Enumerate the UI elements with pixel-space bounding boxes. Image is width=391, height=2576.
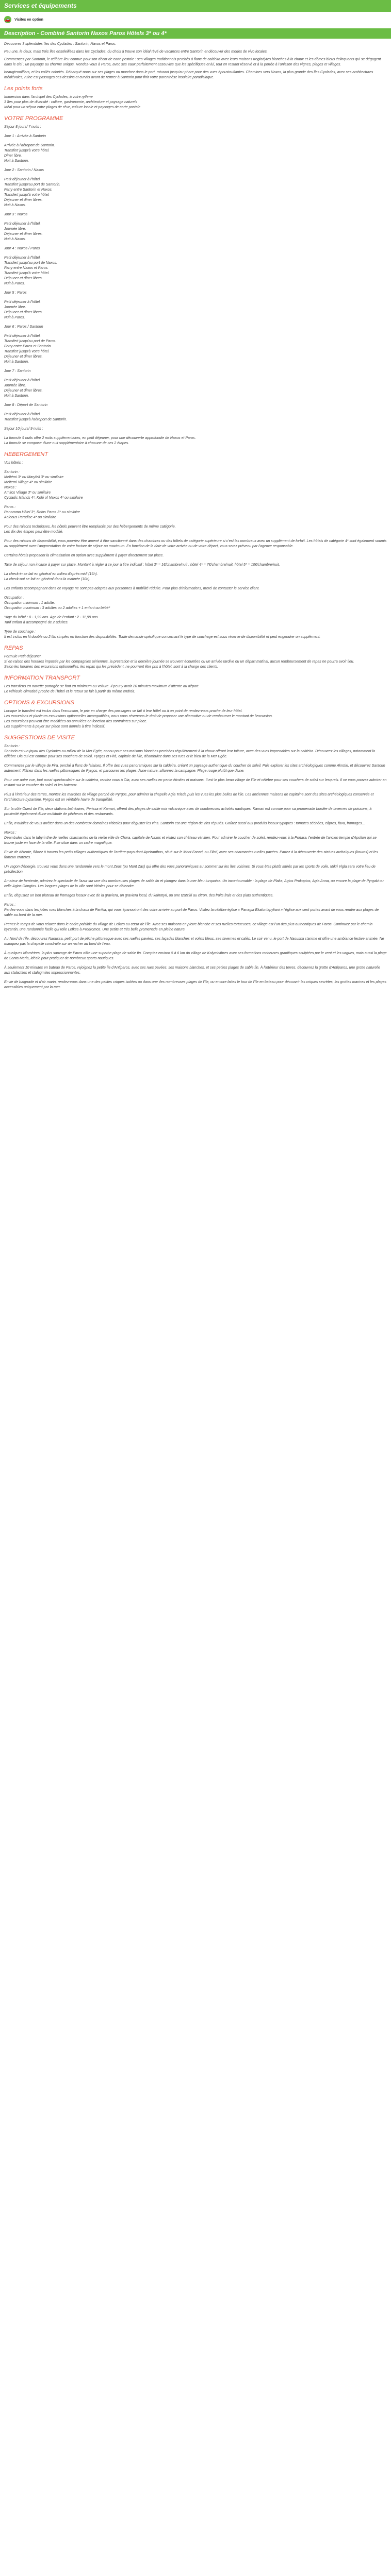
text-line: Journée libre. bbox=[4, 384, 26, 387]
text-line: Nuit à Naxos. bbox=[4, 238, 26, 241]
content bbox=[0, 39, 391, 997]
text-block bbox=[4, 539, 387, 549]
text-block bbox=[4, 256, 387, 286]
text-line: Occupation maximum : 3 adultes ou 2 adultes + 1 enfant ou bébé* bbox=[4, 606, 110, 610]
transport-blocks bbox=[4, 684, 387, 694]
text-block bbox=[4, 615, 387, 625]
text-block bbox=[4, 831, 387, 846]
intro-paragraph: beaugiennilfiers, et les voilés coloriés. Débarqué-nous sur ses plages ou marchez dans le port, roturant jusqu'au phare pour des vues époustouflantes. Chemines vers Naxos, la plus grande des îles Cyclades, avec ses architectures médiévales, ruine est passages ces dessins et curvits avant de rentrer à Santorin pour finir votre parenthèse insulaire paradisiaque. bbox=[4, 71, 373, 79]
text-block bbox=[4, 369, 387, 374]
text-block bbox=[4, 879, 387, 889]
text-line: Au Nord de l'île, découvrez Naoussa, petit port de pêche pittoresque avec ses ruelles pavées, ses façades blanches et volets bleus, ses tavernes et cafés. Le soir venu, le port de Naoussa s'anime et offre une ambiance festive animée. Ne manquez pas la chapelle construite sur un rocher au bord de l'eau. bbox=[4, 937, 384, 946]
text-block bbox=[4, 177, 387, 208]
text-line: Jour 8 : Départ de Santorin bbox=[4, 403, 48, 407]
text-line: Plus à l'intérieur des terres, montez les marches de village perché de Pyrgos, pour admirer la chapelle Agia Triada puis les vues les plus belles de l'île. Les anciennes maisons de capitaine sont des sites archéologiques conservés et l'architecture byzantine. Pyrgos est un véritable havre de tranquillité. bbox=[4, 793, 374, 802]
text-line: Ferry entre Santorin et Naxos. bbox=[4, 188, 53, 192]
text-line: Nuit à Paros. bbox=[4, 316, 25, 319]
text-block bbox=[4, 461, 387, 466]
visites-blocks bbox=[4, 744, 387, 990]
text-line: Transfert jusqu'à votre hôtel. bbox=[4, 350, 50, 353]
options-title: OPTIONS & EXCURSIONS bbox=[4, 700, 74, 706]
text-block bbox=[4, 212, 387, 217]
text-block bbox=[4, 524, 387, 535]
intro-paragraph: Peu une, le deux, mais trois îles ensoleillées dans les Cyclades, du choix à trouve son idéal rêvé de vacances entre Santorin et découvrir des modes de vivo locales. bbox=[4, 50, 268, 54]
text-line: Pour une autre vue, tout aussi spectaculaire sur la caldeira, rendez vous à Oia, avec ses ruelles en pente étroites et maisons. Il est le plus beau village de l'île et célèbre pour ses couchers de soleil sur lesquels. Il ne vous pouvez admirer en restant sur le coucher du soleil et les bateaux. bbox=[4, 778, 387, 787]
text-line: Santorin : bbox=[4, 744, 20, 748]
text-line: Transfert jusqu'à votre hôtel. bbox=[4, 272, 50, 275]
repas-title: REPAS bbox=[4, 645, 23, 651]
text-line: Journée libre. bbox=[4, 306, 26, 309]
text-line: Tarif enfant à accompagné de 2 adultes. bbox=[4, 621, 69, 624]
text-line: Transfert jusqu'au port de Santorin. bbox=[4, 183, 60, 187]
text-line: Nuit à Santorin. bbox=[4, 360, 29, 364]
text-block bbox=[4, 903, 387, 918]
text-line: Lorsque le transfert est inclus dans l'excursion, le prix en charge des passagers se fait à leur hôtel ou à un point de rendez-vous proche de leur hôtel. bbox=[4, 709, 243, 713]
text-block bbox=[4, 436, 387, 446]
amenity-label: Visites en option bbox=[14, 18, 43, 22]
text-block bbox=[4, 586, 387, 591]
text-line: Type de couchage : bbox=[4, 630, 36, 634]
text-block bbox=[4, 865, 387, 875]
text-line: Pour des raisons de disponibilité, vous pourriez être amené à être sanctionné dans des chambres ou des hôtels de catégorie supérieure si c'est les nombreux avec un supplément de forfait. Les hôtels de catégorie 4* sont également soumis au supplément avec l'augmentation de votre facture de séjour au maximum. En fonction de la date de votre arrivée ou de votre départ, vous serez prévenu par l'agence responsable. bbox=[4, 539, 387, 548]
text-line: Séjour 10 jours/ 9 nuits : bbox=[4, 427, 43, 431]
text-line: *Age du bébé : 0 - 1,99 ans. Age de l'enfant : 2 - 11,99 ans bbox=[4, 616, 98, 619]
text-block bbox=[4, 300, 387, 320]
text-line: Petit déjeuner à l'hôtel. bbox=[4, 178, 41, 181]
text-line: Taxe de séjour non incluse à payer sur place. Montant à régler à ce jour à titre indicatif : hôtel 3* = 1€/chambre/nuit ; hôtel 4* = 7€/chambre/nuit, hôtel 5* = 10€/chambre/nuit. bbox=[4, 563, 280, 567]
repas-blocks bbox=[4, 654, 387, 670]
description-title: Description - Combiné Santorin Naxos Paros Hôtels 3* ou 4* bbox=[4, 30, 167, 37]
text-block bbox=[4, 553, 387, 558]
program-subtitle-wrap bbox=[4, 125, 387, 130]
text-line: Les transferts en navette partagée se font en minimum au voiture. Il peut y avoir 20 minutes maximum d'attente au départ. bbox=[4, 685, 200, 688]
text-line: Petit déjeuner à l'hôtel. bbox=[4, 334, 41, 338]
text-line: Déjeuner et dîner libres. bbox=[4, 355, 43, 359]
text-line: Déambulez dans le labyrinthe de ruelles charmantes de la vieille ville de Chora, capitale de Naxos et visitez son château vénitien. Pour admirer le coucher de soleil, rendez-vous à la Portara, l'entrée de l'ancien temple d'Apollon qui se trouve juste en face de la ville. Il se situe dans un cadre magnifique. bbox=[4, 836, 377, 845]
text-block bbox=[4, 427, 387, 432]
services-title: Services et équipements bbox=[4, 2, 77, 9]
text-line: Occupation minimum : 1 adulte. bbox=[4, 601, 55, 605]
text-block bbox=[4, 792, 387, 803]
text-line: Le véhicule climatisé proche de l'hôtel et le retour se fait à partir du même endroit. bbox=[4, 690, 135, 693]
points-list bbox=[4, 95, 387, 110]
text-line: Un vagon d'énergie, trouvez vous dans une randonnée vers le mont Zeus (ou Mont Zas) qui offre des vues panoramiques au sommet sur les îles voisines. Si vous êtes plutôt attirés par les sports de voile, Mikri Vigla sera votre lieu de prédilection. bbox=[4, 865, 376, 874]
text-line: Envie de détente, flânez à travers les petits villages authentiques de l'arrière-pays dont Apeiranthos, situé sur le Mont Fanari, ou Filoti, avec ses charmantes ruelles pavées. Partez à la découverte des statues archaïques (kouros) et les fameux cratères. bbox=[4, 851, 378, 859]
program-blocks bbox=[4, 134, 387, 446]
text-line: Si en raison des horaires imposés par les compagnies aériennes, la prestation et la dernière journée se trouvent écourtées ou un arrivée tardive ou un départ matinal, aucun remboursement de repas ne pourra avoir lieu. bbox=[4, 660, 354, 664]
text-line: La formule se compose d'une nuit supplémentaire à chacune de ces 2 étapes. bbox=[4, 442, 129, 445]
text-line: Santorin est un joyau des Cyclades au milieu de la Mer Egée, connu pour ses maisons blanches perchées régulièrement à la chaux offrant leur toiture, avec des vues imprenables sur la caldeira. Découvrez les villages, notamment la célèbre Oia qui est connue pour ses couchers de soleil, Pyrgos et Firá, capitale de l'île, déambulez dans ses rues et le bleu de la Mer Egée. bbox=[4, 750, 376, 758]
point-item: Immersion dans l'archipel des Cyclades, à votre rythme bbox=[4, 95, 93, 99]
text-line: Occupation : bbox=[4, 596, 25, 600]
text-line: La check-out se fait en général dans la matinée (10h). bbox=[4, 578, 91, 581]
text-block bbox=[4, 764, 387, 774]
text-line: Déjeuner et dîner libres. bbox=[4, 277, 43, 280]
text-block bbox=[4, 807, 387, 817]
text-block bbox=[4, 596, 387, 611]
text-line: Meltemi Village 4* ou similaire bbox=[4, 481, 53, 484]
car-icon: 🚗 bbox=[5, 17, 11, 22]
text-line: Jour 3 : Naxos bbox=[4, 213, 28, 216]
options-blocks bbox=[4, 709, 387, 730]
text-line: Panorama Hôtel 3*, Rolos Paros 3* ou similaire bbox=[4, 511, 80, 514]
text-line: Transfert jusqu'à votre hôtel. bbox=[4, 149, 50, 152]
text-line: Les dix des étapes peut être modifié. bbox=[4, 530, 63, 534]
text-line: Enfin, n'oubliez de vous arrêter dans un des nombreux domaines viticoles pour déguster les vins. Santorin est une région de vins réputés. Goûtez aussi aux produits locaux typiques : tomates séchées, câpres, fava, fromages… bbox=[4, 822, 366, 825]
text-block bbox=[4, 778, 387, 788]
text-block bbox=[4, 403, 387, 408]
text-line: Petit déjeuner à l'hôtel. bbox=[4, 222, 41, 226]
text-line: Jour 1 : Arrivée à Santorin bbox=[4, 134, 46, 138]
text-line: Dîner libre. bbox=[4, 154, 22, 158]
text-block bbox=[4, 325, 387, 330]
text-line: Naxos : bbox=[4, 831, 17, 835]
text-line: Transfert jusqu'au port de Paros. bbox=[4, 340, 57, 343]
text-line: Petit déjeuner à l'hôtel. bbox=[4, 379, 41, 382]
point-item: Idéal pour un séjour entre plages de rêve, culture locale et paysages de carte postale bbox=[4, 106, 141, 109]
text-line: Les suppléments à payer sur place sont donnés à titre indicatif. bbox=[4, 725, 105, 728]
text-line: Vos hôtels : bbox=[4, 461, 23, 465]
text-block bbox=[4, 563, 387, 568]
text-block bbox=[4, 937, 387, 947]
text-block bbox=[4, 850, 387, 860]
text-line: Jour 6 : Paros / Santorin bbox=[4, 325, 43, 329]
text-line: Les excursions et plusieurs excursions optionnelles incompatibles, nous vous réservons le droit de proposer une alternative ou de rembourser le montant de l'excursion. bbox=[4, 715, 273, 718]
text-line: Jour 2 : Santorin / Naxos bbox=[4, 168, 44, 172]
intro-paragraph: Commencez par Santorin, le célèbre lieu connue pour son décor de carte postale : ses villages traditionnels perchés à flanc de caldeira avec leurs maisons troglodytes blanches à la chaux et les dômes bleus éclinquants qui se dégagent dans le ciel : un paysage au charme unique. Rendez-vous à Paros, avec ses eaux parfaitement assouvies que les spécifiques et lui, tout en restant réservé et à la portée à l'unisson des vignes, plages et villages. bbox=[4, 58, 381, 66]
text-line: À quelques kilomètres, la plus sauvage de Paros offre une superbe plage de sable fin. Comptez environ 5 à 6 km du village de Kolymbithres avec ses formations rocheuses granitiques sculptées par le vent et les vagues, mais aussi la plage de Santa Maria, idéale pour pratiquer de nombreux sports nautiques. bbox=[4, 952, 387, 960]
text-line: Les enfants accompagnant dans ce voyage ne sont pas adaptés aux personnes à mobilité réduite. Pour plus d'informations, merci de contacter le service client. bbox=[4, 587, 260, 590]
transport-title: INFORMATION TRANSPORT bbox=[4, 675, 80, 681]
text-line: Il est inclus en lit double ou 2 lits simples en fonction des disponibilités. Toute demande spécifique concernant le type de couchage est sous réserve de disponibilité et peut engendrer un supplément. bbox=[4, 635, 321, 639]
text-line: Petit déjeuner à l'hôtel. bbox=[4, 256, 41, 260]
text-line: Aeleous Paradise 4* ou similaire bbox=[4, 516, 56, 519]
text-block bbox=[4, 168, 387, 173]
text-block bbox=[4, 222, 387, 242]
text-line: Journée libre. bbox=[4, 227, 26, 231]
text-line: Déjeuner et dîner libres. bbox=[4, 198, 43, 202]
text-line: Nuit à Paros. bbox=[4, 282, 25, 285]
text-block bbox=[4, 378, 387, 399]
text-line: Enfin, dégustez un bon plateau de fromages locaux avec de la graviera, un graviera local, du kalnotyri, ou une tzatziki au citron, des fruits frais et des plats authentiques. bbox=[4, 894, 274, 897]
program-subtitle: Séjour 8 jours/ 7 nuits : bbox=[4, 125, 41, 129]
text-line: Petit déjeuner à l'hôtel. bbox=[4, 413, 41, 416]
text-line: Ferry entre Naxos et Paros. bbox=[4, 266, 48, 270]
text-block bbox=[4, 980, 387, 990]
text-line: Paros : bbox=[4, 505, 16, 509]
text-line: Transfert jusqu'à l'aéroport de Santorin. bbox=[4, 418, 67, 421]
text-line: Selon les horaires des excursions optionnelles, les repas qui les précèdent, ne pourront être pris à l'hôtel, sont à la charge des clients. bbox=[4, 665, 218, 669]
text-line: Paros : bbox=[4, 903, 16, 907]
text-block bbox=[4, 893, 387, 899]
text-line: Petit déjeuner à l'hôtel. bbox=[4, 300, 41, 304]
text-line: Nuit à Santorin. bbox=[4, 159, 29, 163]
hebergement-title: HEBERGEMENT bbox=[4, 451, 48, 457]
text-block bbox=[4, 134, 387, 139]
text-line: Nuit à Santorin. bbox=[4, 394, 29, 398]
text-line: Formule Petit-déjeuner. bbox=[4, 655, 42, 658]
visites-title: SUGGESTIONS DE VISITE bbox=[4, 735, 75, 741]
text-line: Pour des raisons techniques, les hôtels peuvent être remplacés par des hébergements de même catégorie. bbox=[4, 525, 176, 529]
text-line: Nuit à Naxos. bbox=[4, 204, 26, 207]
text-line: À seulement 10 minutes en bateau de Paros, rejoignez la petite île d'Antiparos, avec ses rues pavées, ses maisons blanches, et ses petites plages de sable fin. À l'intérieur des terres, découvrez la grotte d'Antiparos, une grotte naturelle aux stalactites et stalagmites impressionnantes. bbox=[4, 966, 380, 975]
text-line: Jour 7 : Santorin bbox=[4, 369, 31, 373]
text-line: Meltémi 3* ou Maryfell 3* ou similaire bbox=[4, 476, 64, 479]
text-line: Jour 5 : Paros bbox=[4, 291, 27, 295]
text-block bbox=[4, 951, 387, 961]
text-block bbox=[4, 505, 387, 520]
text-line: Transfert jusqu'au port de Naxos. bbox=[4, 261, 57, 265]
text-block bbox=[4, 821, 387, 826]
amenity-item bbox=[0, 12, 391, 27]
text-line: Sur la côte Ouest de l'île, deux stations balnéaires, Perissa et Kamari, offrent des plages de sable noir volcanique avec de nombreuses activités nautiques. Kamari est connue pour sa promenade bordée de tavernes de poissons, à proximité également d'une multitude de pêcheurs et des restaurants. bbox=[4, 807, 372, 816]
text-line: Les excursions peuvent être modifiées ou annulées en fonction des contraintes sur place. bbox=[4, 720, 148, 723]
text-block bbox=[4, 965, 387, 976]
description-header bbox=[0, 28, 391, 39]
text-line: Amitos Village 3* ou similaire bbox=[4, 491, 51, 495]
text-line: Jour 4 : Naxos / Paros bbox=[4, 247, 40, 250]
text-block bbox=[4, 744, 387, 759]
services-header bbox=[0, 0, 391, 12]
text-block bbox=[4, 922, 387, 933]
text-line: Certains hôtels proposent la climatisation en option avec supplément à payer directement sur place. bbox=[4, 554, 164, 557]
intro-section bbox=[4, 42, 387, 80]
text-block bbox=[4, 334, 387, 365]
text-block bbox=[4, 709, 387, 730]
text-line: La check-in se fait en général en milieu d'après-midi (16h). bbox=[4, 572, 98, 576]
text-block bbox=[4, 412, 387, 422]
intro-paragraph: Découvrez 3 splendides îles des Cyclades : Santorin, Naxos et Paros. bbox=[4, 42, 117, 46]
text-line: Santorin : bbox=[4, 470, 20, 474]
text-line: Déjeuner et dîner libres. bbox=[4, 389, 43, 393]
text-line: Envie de baignade et d'air marin, rendez-vous dans une des petites criques isolées ou dans une des nombreuses plages de l'île, ou encore faites le tour de l'île en bateau pour découvrir les criques secrètes, les grottes marines et les plages accessibles uniquement par la mer. bbox=[4, 980, 386, 989]
text-block bbox=[4, 654, 387, 670]
text-block bbox=[4, 470, 387, 501]
text-block bbox=[4, 572, 387, 582]
point-item: 3 îles pour plus de diversité : culture, gastronomie, architecture et paysage naturels bbox=[4, 100, 137, 104]
text-line: Déjeuner et dîner libres. bbox=[4, 232, 43, 236]
hebergement-blocks bbox=[4, 461, 387, 640]
text-block bbox=[4, 291, 387, 296]
text-line: Perdez-vous dans les jolies rues blanches à la chaux de Parikia, qui vous épanouiront des votre arrivée au port de Paros. Visitez la célèbre église « Panagia Ekatontapyliani » l'église aux cent portes avant de vous rendre aux plages de sable au bord de la mer. bbox=[4, 908, 379, 917]
points-title: Les points forts bbox=[4, 86, 43, 92]
text-line: Naxos : bbox=[4, 486, 17, 489]
text-line: Cycladic Islands 4*, Kohi of Naxos 4* ou similaire bbox=[4, 496, 83, 500]
text-line: Arrivée à l'aéroport de Santorin. bbox=[4, 144, 55, 147]
text-line: La formule 9 nuits offre 2 nuits supplémentaires, en petit déjeuner, pour une découverte approfondie de Naxos et Paros. bbox=[4, 436, 196, 440]
text-line: Prenez le temps de vous relaxer dans le cadre paisible du village de Lefkes au cœur de l'île. Avec ses maisons en pierre blanche et ses ruelles tortueuses, ce village est l'un des plus authentiques de Paros. Continuez par le chemin byzantin, une randonnée facile qui relie Lefkes à Prodromos. Une petite et très belle promenade en pleine nature. bbox=[4, 923, 372, 931]
text-block bbox=[4, 143, 387, 164]
text-line: Déjeuner et dîner libres. bbox=[4, 311, 43, 314]
text-block bbox=[4, 246, 387, 251]
text-line: Commencez par le village de Fira, perché à flanc de falaises. Il offre des vues panoramiques sur la caldeira, créant un paysage authentique du coucher de soleil. Puis explorer les sites archéologiques comme Akrotiri, et découvrez Santorin autrement. Flânez dans les ruelles pittoresques de Pyrgos, et parcourez les plages d'une nature, sillonnez la campagne. Plage rouge plutôt que d'une. bbox=[4, 764, 385, 773]
text-block bbox=[4, 684, 387, 694]
text-line: Amateur de farniente, admirez le spectacle de l'azur sur une des nombreuses plages de sable fin et plongez dans la mer bleu turquoise. Un incontournable : la plage de Plaka, Agios Prokopios, Agia Anna, ou encore la plage de Pyrgaki ou celle Agios Giorgios. Les longues plages de la ville sont idéales pour se détendre. bbox=[4, 879, 384, 888]
text-line: Transfert jusqu'à votre hôtel. bbox=[4, 193, 50, 197]
text-block bbox=[4, 630, 387, 640]
program-title: VOTRE PROGRAMME bbox=[4, 115, 63, 122]
text-line: Ferry entre Paros et Santorin. bbox=[4, 345, 52, 348]
